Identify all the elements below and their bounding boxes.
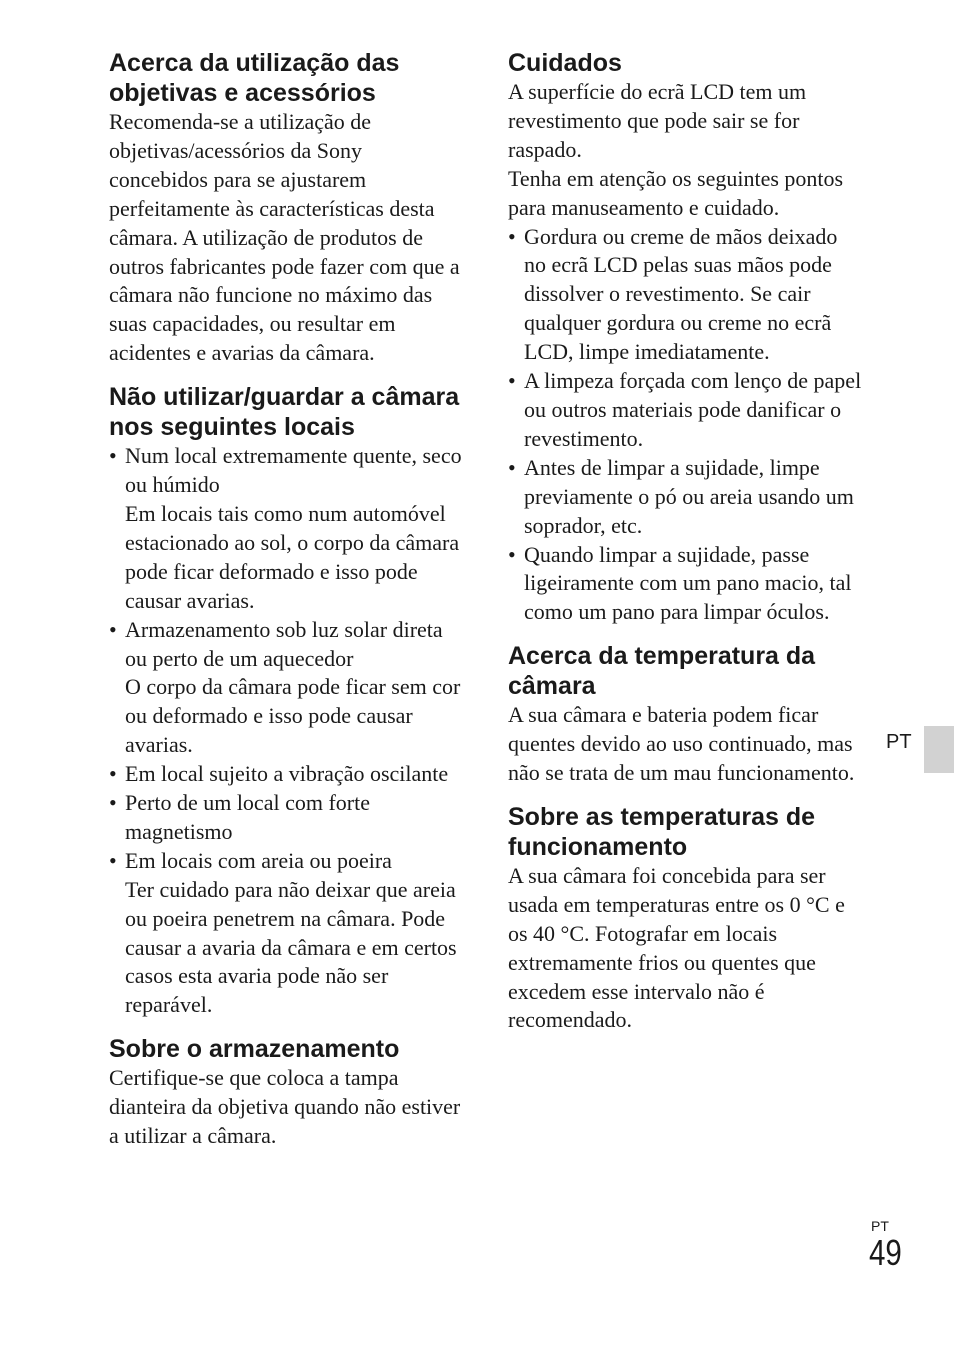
section-storage	[109, 1034, 464, 1151]
section-heading: Não utilizar/guardar a câmara nos seguintes locais	[109, 383, 460, 442]
language-tab-label: PT	[886, 731, 912, 753]
list-item	[109, 442, 464, 615]
list-item-note: O corpo da câmara pode ficar sem cor ou deformado e isso pode causar avarias.	[125, 674, 461, 758]
list-item	[109, 847, 464, 1020]
page-number: 49	[869, 1232, 902, 1273]
list-item-text: Em local sujeito a vibração oscilante	[125, 761, 449, 787]
section-operating-temperatures	[508, 802, 863, 1035]
list-item	[109, 760, 464, 789]
list-item-text: Num local extremamente quente, seco ou húmido	[125, 443, 462, 498]
section-care	[508, 48, 863, 627]
list-item: • Gordura ou creme de mãos deixado no ecrã LCD pelas suas mãos pode dissolver o revestimento. Se cair qualquer gordura ou creme no ecrã LCD, limpe imediatamente.	[508, 223, 863, 368]
bullet-list	[508, 223, 863, 628]
list-item-note: Em locais tais como num automóvel estacionado ao sol, o corpo da câmara pode ficar deformado e isso pode causar avarias.	[125, 500, 460, 613]
page-language-code: PT	[871, 1218, 889, 1234]
right-column	[508, 48, 863, 1049]
section-paragraph: Recomenda-se a utilização de objetivas/acessórios da Sony concebidos para se ajustarem perfeitamente às características desta câmara. A utilização de produtos de outros fabricantes pode fazer com que a câmara não funcione no máximo das suas capacidades, ou resultar em acidentes e avarias da câmara.	[109, 109, 460, 366]
language-tab-marker	[924, 726, 954, 773]
section-paragraph: Certifique-se que coloca a tampa dianteira da objetiva quando não estiver a utilizar a câmara.	[109, 1065, 461, 1149]
list-item	[109, 789, 464, 847]
section-heading: Sobre as temperaturas de funcionamento	[508, 802, 816, 861]
list-item-text: Armazenamento sob luz solar direta ou perto de um aquecedor	[125, 616, 443, 671]
section-lens-accessories	[109, 48, 464, 368]
section-heading: Acerca da utilização das objetivas e acessórios	[109, 49, 400, 107]
list-item: • Quando limpar a sujidade, passe ligeiramente com um pano macio, tal como um pano para limpar óculos.	[508, 541, 863, 628]
list-item: • Antes de limpar a sujidade, limpe previamente o pó ou areia usando um soprador, etc.	[508, 454, 863, 541]
section-paragraph: A sua câmara foi concebida para ser usada em temperaturas entre os 0 °C e os 40 °C. Fotografar em locais extremamente frios ou quentes que excedem esse intervalo não é recomendado.	[508, 862, 845, 1033]
list-item-text: Em locais com areia ou poeira	[125, 847, 392, 873]
section-heading: Sobre o armazenamento	[109, 1035, 400, 1064]
section-heading: Acerca da temperatura da câmara	[508, 642, 816, 701]
list-item-note: Ter cuidado para não deixar que areia ou poeira penetrem na câmara. Pode causar a avaria da câmara e em certos casos esta avaria pode não ser reparável.	[125, 876, 457, 1018]
list-item: • A limpeza forçada com lenço de papel ou outros materiais pode danificar o revestimento.	[508, 367, 863, 454]
section-do-not-use-locations	[109, 382, 464, 1020]
bullet-list	[109, 442, 464, 1020]
section-paragraph: A superfície do ecrã LCD tem um revestimento que pode sair se for raspado.	[508, 79, 807, 162]
section-paragraph: Tenha em atenção os seguintes pontos para manuseamento e cuidado.	[508, 165, 844, 220]
list-item	[109, 616, 464, 761]
section-paragraph: A sua câmara e bateria podem ficar quentes devido ao uso continuado, mas não se trata de um mau funcionamento.	[508, 702, 855, 786]
section-camera-temperature	[508, 641, 863, 788]
section-heading: Cuidados	[508, 49, 622, 77]
list-item-text: Perto de um local com forte magnetismo	[125, 790, 370, 844]
left-column	[109, 48, 464, 1165]
